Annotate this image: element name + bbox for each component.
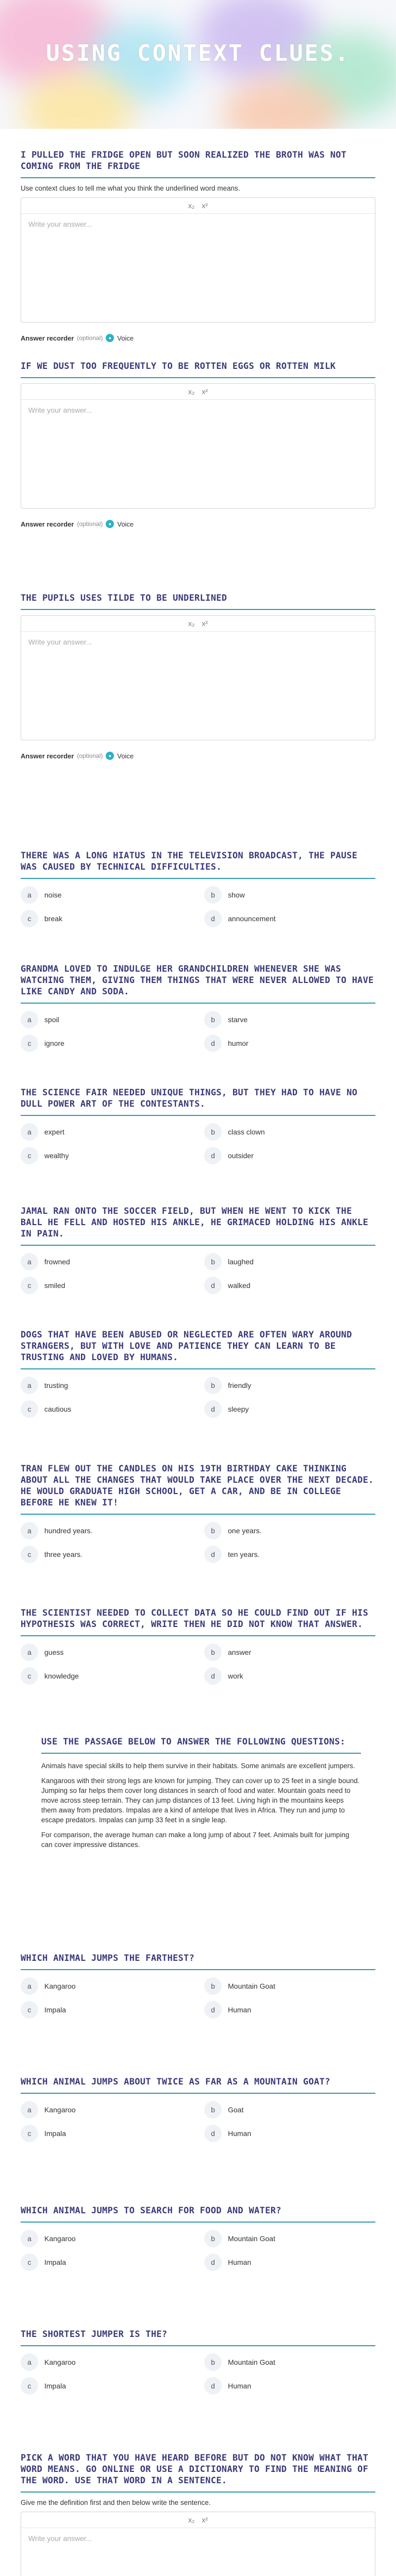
format-toolbar xyxy=(21,198,375,214)
option-letter: d xyxy=(204,2377,222,2395)
option-text: Human xyxy=(228,2129,252,2138)
answer-option[interactable] xyxy=(204,910,375,927)
superscript-icon[interactable]: x² xyxy=(202,2516,208,2524)
option-letter: a xyxy=(21,1123,38,1141)
question-15 xyxy=(21,2452,375,2576)
page-title: USING CONTEXT CLUES. xyxy=(46,40,350,66)
option-text: knowledge xyxy=(44,1672,79,1680)
question-4 xyxy=(21,850,375,927)
answer-option[interactable] xyxy=(21,1667,192,1685)
answer-options xyxy=(21,2353,375,2395)
format-toolbar xyxy=(21,384,375,400)
answer-option[interactable] xyxy=(204,1147,375,1164)
answer-option[interactable] xyxy=(21,1011,192,1028)
answer-option[interactable] xyxy=(204,2230,375,2247)
option-letter: c xyxy=(21,2125,38,2142)
option-text: ten years. xyxy=(228,1550,260,1558)
recorder-optional: (optional) xyxy=(77,752,103,759)
option-letter: b xyxy=(204,1522,222,1539)
option-letter: c xyxy=(21,1400,38,1418)
option-letter: a xyxy=(21,1643,38,1661)
option-text: Impala xyxy=(44,2129,67,2138)
option-text: friendly xyxy=(228,1381,252,1389)
question-11 xyxy=(21,1953,375,2019)
option-letter: d xyxy=(204,1277,222,1294)
option-letter: d xyxy=(204,1667,222,1685)
answer-option[interactable] xyxy=(21,1253,192,1270)
option-letter: a xyxy=(21,1253,38,1270)
superscript-icon[interactable]: x² xyxy=(202,387,208,396)
option-letter: c xyxy=(21,2377,38,2395)
answer-options xyxy=(21,1253,375,1294)
option-text: Mountain Goat xyxy=(228,1982,275,1990)
answer-option[interactable] xyxy=(21,1522,192,1539)
option-letter: c xyxy=(21,1147,38,1164)
voice-button[interactable]: Voice xyxy=(117,752,134,760)
question-1 xyxy=(21,149,375,342)
option-text: ignore xyxy=(44,1039,64,1047)
divider xyxy=(21,1245,375,1246)
subscript-icon[interactable]: x₂ xyxy=(188,201,195,210)
option-text: expert xyxy=(44,1128,64,1136)
option-letter: a xyxy=(21,2353,38,2371)
option-letter: b xyxy=(204,2353,222,2371)
option-text: work xyxy=(228,1672,243,1680)
option-letter: c xyxy=(21,1546,38,1563)
passage-title: USE THE PASSAGE BELOW TO ANSWER THE FOLLOWING QUESTIONS: xyxy=(41,1737,345,1747)
divider xyxy=(21,377,375,378)
answer-input[interactable]: Write your answer... xyxy=(28,406,92,414)
question-2-title: IF WE DUST TOO FREQUENTLY TO BE ROTTEN EGGS OR ROTTEN MILK xyxy=(21,361,336,371)
divider xyxy=(21,2093,375,2094)
option-letter: a xyxy=(21,1377,38,1394)
question-1-title: I PULLED THE FRIDGE OPEN BUT SOON REALIZED THE BROTH WAS NOT COMING FROM THE FRIDGE xyxy=(21,150,347,172)
answer-options xyxy=(21,1643,375,1685)
answer-box[interactable] xyxy=(21,2512,375,2576)
answer-option[interactable] xyxy=(21,1643,192,1661)
answer-option[interactable] xyxy=(21,2101,192,2119)
answer-option[interactable] xyxy=(21,2253,192,2271)
option-letter: a xyxy=(21,1522,38,1539)
answer-options xyxy=(21,1377,375,1418)
question-title: DOGS THAT HAVE BEEN ABUSED OR NEGLECTED ARE OFTEN WARY AROUND STRANGERS, BUT WITH LOVE AND PATIENCE THEY CAN LEARN TO BE TRUSTING AND LOVED BY HUMANS. xyxy=(21,1330,352,1363)
answer-recorder xyxy=(21,334,375,342)
question-6 xyxy=(21,1087,375,1164)
answer-option[interactable] xyxy=(21,1123,192,1141)
header-banner xyxy=(0,0,396,129)
option-text: Kangaroo xyxy=(44,1982,76,1990)
answer-option[interactable] xyxy=(204,1667,375,1685)
option-letter: a xyxy=(21,2230,38,2247)
option-letter: c xyxy=(21,1667,38,1685)
subscript-icon[interactable]: x₂ xyxy=(188,387,195,396)
option-letter: d xyxy=(204,910,222,927)
question-title: THE SHORTEST JUMPER IS THE? xyxy=(21,2329,168,2340)
option-letter: a xyxy=(21,886,38,904)
divider xyxy=(21,1514,375,1515)
divider xyxy=(21,1969,375,1970)
question-9 xyxy=(21,1463,375,1563)
answer-option[interactable] xyxy=(21,1277,192,1294)
question-title: WHICH ANIMAL JUMPS THE FARTHEST? xyxy=(21,1953,195,1963)
passage-section xyxy=(41,1736,361,1855)
option-text: Mountain Goat xyxy=(228,2234,275,2243)
divider xyxy=(21,1368,375,1369)
answer-box[interactable] xyxy=(21,197,375,323)
answer-recorder xyxy=(21,520,375,528)
option-text: Impala xyxy=(44,2006,67,2014)
option-text: Human xyxy=(228,2382,252,2390)
option-text: show xyxy=(228,891,245,899)
answer-option[interactable] xyxy=(204,1035,375,1052)
option-text: guess xyxy=(44,1648,64,1656)
recorder-optional: (optional) xyxy=(77,334,103,342)
divider xyxy=(21,609,375,610)
answer-recorder xyxy=(21,752,375,760)
option-text: sleepy xyxy=(228,1405,249,1413)
answer-option[interactable] xyxy=(21,2230,192,2247)
question-3-title: THE PUPILS USES TILDE TO BE UNDERLINED xyxy=(21,593,227,603)
option-text: smiled xyxy=(44,1281,65,1290)
answer-option[interactable] xyxy=(204,1522,375,1539)
option-text: noise xyxy=(44,891,62,899)
option-text: class clown xyxy=(228,1128,265,1136)
option-text: starve xyxy=(228,1015,248,1024)
answer-options xyxy=(21,1011,375,1052)
answer-option[interactable] xyxy=(21,2125,192,2142)
superscript-icon[interactable]: x² xyxy=(202,201,208,210)
passage-paragraph: Animals have special skills to help them survive in their habitats. Some animals are excellent jumpers. xyxy=(41,1762,355,1770)
voice-button[interactable]: Voice xyxy=(117,334,134,342)
question-15-instruction: Give me the definition first and then below write the sentence. xyxy=(21,2499,211,2506)
answer-option[interactable] xyxy=(21,1035,192,1052)
answer-box[interactable] xyxy=(21,615,375,740)
answer-option[interactable] xyxy=(21,1977,192,1995)
question-title: TRAN FLEW OUT THE CANDLES ON HIS 19TH BIRTHDAY CAKE THINKING ABOUT ALL THE CHANGES THAT WOULD TAKE PLACE OVER THE NEXT DECADE. HE WOULD GRADUATE HIGH SCHOOL, GET A CAR, AND BE IN COLLEGE BEFORE HE KNEW IT! xyxy=(21,1464,374,1508)
option-letter: d xyxy=(204,1400,222,1418)
answer-input[interactable]: Write your answer... xyxy=(28,638,92,646)
answer-option[interactable] xyxy=(21,1147,192,1164)
option-letter: d xyxy=(204,1546,222,1563)
option-letter: b xyxy=(204,2230,222,2247)
option-text: Human xyxy=(228,2258,252,2266)
passage-paragraph: Kangaroos with their strong legs are known for jumping. They can cover up to 25 feet in a single bound. Jumping so far helps them cover long distances in search of food and water. Mountain goats need to move across steep terrain. They can jump distances of 13 feet. Living high in the mountains keeps them away from predators. Impalas are a kind of antelope that lives in Africa. They run and jump to escape predators. Impalas can jump 33 feet in a single leap. xyxy=(41,1777,360,1824)
answer-option[interactable] xyxy=(204,2101,375,2119)
answer-option[interactable] xyxy=(21,2001,192,2019)
recorder-label: Answer recorder xyxy=(21,334,74,342)
question-title: THE SCIENCE FAIR NEEDED UNIQUE THINGS, BUT THEY HAD TO HAVE NO DULL POWER ART OF THE CONTESTANTS. xyxy=(21,1088,358,1109)
question-title: JAMAL RAN ONTO THE SOCCER FIELD, BUT WHEN HE WENT TO KICK THE BALL HE FELL AND HOSTED HIS ANKLE, HE GRIMACED HOLDING HIS ANKLE IN PAIN. xyxy=(21,1206,369,1239)
option-text: Human xyxy=(228,2006,252,2014)
answer-option[interactable] xyxy=(204,1400,375,1418)
option-letter: c xyxy=(21,2001,38,2019)
answer-option[interactable] xyxy=(204,2377,375,2395)
option-text: hundred years. xyxy=(44,1527,93,1535)
option-text: laughed xyxy=(228,1258,254,1266)
answer-option[interactable] xyxy=(21,1377,192,1394)
option-letter: b xyxy=(204,1011,222,1028)
divider xyxy=(21,878,375,879)
option-text: Mountain Goat xyxy=(228,2358,275,2366)
question-title: THE SCIENTIST NEEDED TO COLLECT DATA SO HE COULD FIND OUT IF HIS HYPOTHESIS WAS CORRECT, WRITE THEN HE DID NOT KNOW THAT ANSWER. xyxy=(21,1608,369,1630)
option-text: Goat xyxy=(228,2106,244,2114)
option-letter: b xyxy=(204,1977,222,1995)
option-text: cautious xyxy=(44,1405,72,1413)
divider xyxy=(21,1115,375,1116)
answer-options xyxy=(21,2101,375,2142)
answer-input[interactable]: Write your answer... xyxy=(28,220,92,228)
option-text: wealthy xyxy=(44,1151,69,1160)
superscript-icon[interactable]: x² xyxy=(202,619,208,628)
option-letter: c xyxy=(21,1277,38,1294)
option-text: humor xyxy=(228,1039,249,1047)
option-letter: c xyxy=(21,2253,38,2271)
question-12 xyxy=(21,2076,375,2142)
divider xyxy=(41,1753,361,1754)
option-letter: b xyxy=(204,1643,222,1661)
option-text: frowned xyxy=(44,1258,70,1266)
answer-option[interactable] xyxy=(204,2001,375,2019)
option-text: Kangaroo xyxy=(44,2358,76,2366)
option-letter: b xyxy=(204,886,222,904)
option-letter: b xyxy=(204,1123,222,1141)
answer-options xyxy=(21,886,375,927)
recorder-label: Answer recorder xyxy=(21,520,74,528)
question-5 xyxy=(21,963,375,1052)
answer-option[interactable] xyxy=(204,1377,375,1394)
option-text: break xyxy=(44,914,63,923)
subscript-icon[interactable]: x₂ xyxy=(188,2516,195,2524)
answer-option[interactable] xyxy=(204,886,375,904)
option-text: Impala xyxy=(44,2382,67,2390)
subscript-icon[interactable]: x₂ xyxy=(188,619,195,628)
option-text: Kangaroo xyxy=(44,2106,76,2114)
divider xyxy=(21,1635,375,1636)
answer-options xyxy=(21,2230,375,2271)
option-letter: a xyxy=(21,1977,38,1995)
question-title: THERE WAS A LONG HIATUS IN THE TELEVISION BROADCAST, THE PAUSE WAS CAUSED BY TECHNICAL DIFFICULTIES. xyxy=(21,851,358,872)
microphone-icon[interactable]: ● xyxy=(106,334,114,342)
answer-options xyxy=(21,1522,375,1563)
divider xyxy=(21,177,375,178)
option-text: answer xyxy=(228,1648,252,1656)
option-text: announcement xyxy=(228,914,276,923)
option-text: outsider xyxy=(228,1151,254,1160)
answer-option[interactable] xyxy=(204,1123,375,1141)
answer-option[interactable] xyxy=(204,1277,375,1294)
question-14 xyxy=(21,2329,375,2395)
microphone-icon[interactable]: ● xyxy=(106,752,114,760)
option-text: spoil xyxy=(44,1015,59,1024)
option-text: trusting xyxy=(44,1381,68,1389)
option-letter: d xyxy=(204,2125,222,2142)
option-letter: b xyxy=(204,2101,222,2119)
option-letter: a xyxy=(21,2101,38,2119)
answer-option[interactable] xyxy=(204,1546,375,1563)
answer-options xyxy=(21,1123,375,1164)
answer-option[interactable] xyxy=(21,910,192,927)
option-letter: d xyxy=(204,1147,222,1164)
divider xyxy=(21,2345,375,2346)
answer-option[interactable] xyxy=(21,2353,192,2371)
answer-option[interactable] xyxy=(204,1253,375,1270)
question-3 xyxy=(21,592,375,760)
answer-options xyxy=(21,1977,375,2019)
question-13 xyxy=(21,2205,375,2271)
answer-option[interactable] xyxy=(204,2253,375,2271)
divider xyxy=(21,2222,375,2223)
format-toolbar xyxy=(21,2512,375,2528)
divider xyxy=(21,1003,375,1004)
option-letter: a xyxy=(21,1011,38,1028)
format-toolbar xyxy=(21,616,375,632)
answer-option[interactable] xyxy=(204,2353,375,2371)
option-text: Kangaroo xyxy=(44,2234,76,2243)
answer-box[interactable] xyxy=(21,383,375,509)
divider xyxy=(21,2492,375,2493)
option-letter: b xyxy=(204,1377,222,1394)
voice-button[interactable]: Voice xyxy=(117,520,134,528)
question-title: WHICH ANIMAL JUMPS ABOUT TWICE AS FAR AS A MOUNTAIN GOAT? xyxy=(21,2077,331,2087)
option-letter: c xyxy=(21,910,38,927)
answer-input[interactable]: Write your answer... xyxy=(28,2534,92,2543)
answer-option[interactable] xyxy=(204,1643,375,1661)
microphone-icon[interactable]: ● xyxy=(106,520,114,528)
question-2 xyxy=(21,361,375,528)
passage-text xyxy=(41,1761,361,1850)
option-letter: d xyxy=(204,2253,222,2271)
question-10 xyxy=(21,1607,375,1685)
option-letter: b xyxy=(204,1253,222,1270)
answer-option[interactable] xyxy=(21,886,192,904)
answer-option[interactable] xyxy=(204,2125,375,2142)
question-15-title: PICK A WORD THAT YOU HAVE HEARD BEFORE BUT DO NOT KNOW WHAT THAT WORD MEANS. GO ONLINE OR USE A DICTIONARY TO FIND THE MEANING OF THE WORD. USE THAT WORD IN A SENTENCE. xyxy=(21,2453,369,2486)
option-text: one years. xyxy=(228,1527,262,1535)
option-text: walked xyxy=(228,1281,251,1290)
option-text: Impala xyxy=(44,2258,67,2266)
question-7 xyxy=(21,1206,375,1294)
option-letter: c xyxy=(21,1035,38,1052)
passage-paragraph: For comparison, the average human can make a long jump of about 7 feet. Animals built for jumping can cover impressive distances. xyxy=(41,1831,350,1849)
answer-option[interactable] xyxy=(21,1546,192,1563)
option-letter: d xyxy=(204,1035,222,1052)
option-letter: d xyxy=(204,2001,222,2019)
answer-option[interactable] xyxy=(204,1011,375,1028)
answer-option[interactable] xyxy=(21,2377,192,2395)
answer-option[interactable] xyxy=(204,1977,375,1995)
question-title: GRANDMA LOVED TO INDULGE HER GRANDCHILDREN WHENEVER SHE WAS WATCHING THEM, GIVING THEM THINGS THAT WERE NEVER ALLOWED TO HAVE LIKE CANDY AND SODA. xyxy=(21,964,374,997)
recorder-label: Answer recorder xyxy=(21,752,74,760)
option-text: three years. xyxy=(44,1550,82,1558)
question-1-instruction: Use context clues to tell me what you think the underlined word means. xyxy=(21,184,240,192)
question-title: WHICH ANIMAL JUMPS TO SEARCH FOR FOOD AND WATER? xyxy=(21,2206,282,2216)
recorder-optional: (optional) xyxy=(77,520,103,528)
question-8 xyxy=(21,1329,375,1418)
answer-option[interactable] xyxy=(21,1400,192,1418)
